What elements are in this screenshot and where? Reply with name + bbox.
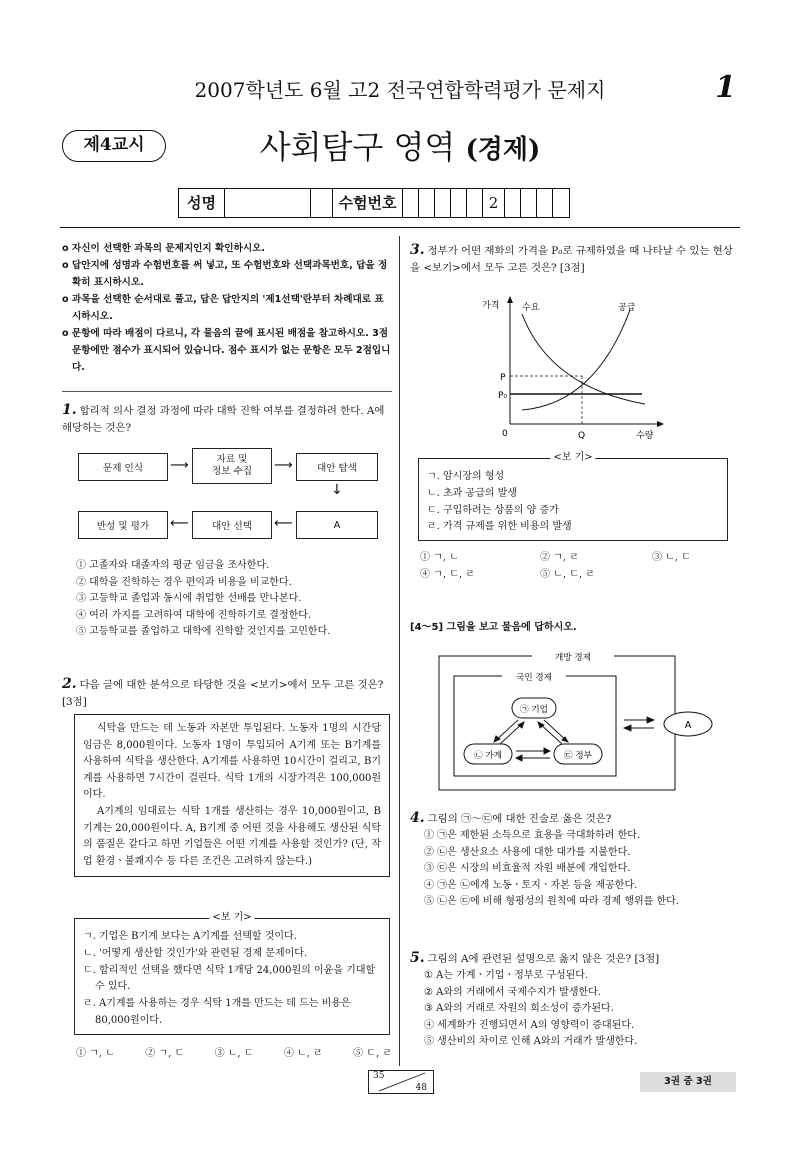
q5-number: 5. [410, 950, 425, 966]
q3-bogi-item: ㄹ. 가격 규제를 위한 비용의 발생 [427, 521, 572, 533]
q1-stem [62, 402, 392, 437]
q2-text: 다음 글에 대한 분석으로 타당한 것을 <보기>에서 모두 고른 것은? [3점] [62, 679, 384, 708]
q4-options [424, 828, 740, 911]
subject-sub: (경제) [465, 135, 541, 165]
q4-option[interactable]: ④ ㉠은 ㉡에게 노동ㆍ토지ㆍ자본 등을 제공한다. [424, 879, 638, 891]
q5-option[interactable]: ① A는 가계ㆍ기업ㆍ정부로 구성된다. [424, 970, 589, 981]
q2-choice[interactable]: ① ㄱ, ㄴ [76, 1048, 115, 1059]
page-number: 1 [715, 70, 736, 105]
header-rule [60, 227, 740, 228]
arrow-down-icon: ↓ [331, 482, 343, 498]
flow-box-review: 반성 및 평가 [78, 511, 168, 539]
q2-passage-p1: 식탁을 만드는 데 노동과 자본만 투입된다. 노동자 1명의 시간당 임금은 8,000원이다. 노동자 1명이 투입되어 A기계 또는 B기계를 사용하여 식탁을 생산한다. A기계를 사용하면 10시간이 걸리고, B기계를 사용하면 7시간이 걸린다. 식탁 1개의 시장가격은 100,000원이다. [83, 723, 381, 801]
q4-option[interactable]: ② ㉡은 생산요소 사용에 대한 대가를 지불한다. [424, 846, 631, 858]
q1-options [76, 558, 396, 641]
q2-bogi-title: <보 기> [209, 911, 254, 925]
exam-no-cell[interactable] [553, 189, 569, 217]
exam-no-label: 수험번호 [333, 189, 403, 217]
q2-stem [62, 676, 392, 711]
exam-no-cell[interactable] [537, 189, 553, 217]
flow-box-data: 자료 및 정보 수집 [192, 448, 272, 484]
q3-bogi-item: ㄱ. 암시장의 형성 [427, 471, 505, 482]
q3-bogi-item: ㄴ. 초과 공급의 발생 [427, 487, 517, 499]
q3-bogi-item: ㄷ. 구입하려는 상품의 양 증가 [427, 504, 559, 516]
q4-text: 그림의 ㉠～㉢에 대한 진술로 옳은 것은? [427, 813, 612, 825]
household-label: ㉡ 가계 [474, 751, 502, 761]
notice-item: o 답안지에 성명과 수험번호를 써 넣고, 또 수험번호와 선택과목번호, 답을 정확히 표시하시오. [62, 260, 388, 288]
page-total: 48 [415, 1083, 427, 1093]
government-label: ㉢ 정부 [564, 751, 592, 761]
q2-bogi-box [74, 912, 390, 1035]
exam-no-cell[interactable] [467, 189, 483, 217]
exam-no-cell[interactable] [521, 189, 537, 217]
q2-passage-p2: A기계의 임대료는 식탁 1개를 생산하는 경우 10,000원이고, B기계는 20,000원이다. A, B기계 중 어떤 것을 사용해도 생산된 식탁의 품질은 같다고 하면 기업들은 어떤 기계를 사용할 것인가? (단, 작업 환경ㆍ불쾌지수 등 다른 조건은 고려하지 않는다.) [83, 805, 381, 867]
q5-text: 그림의 A에 관련된 설명으로 옳지 않은 것은? [3점] [427, 953, 660, 965]
exam-title: 2007학년도 6월 고2 전국연합학력평가 문제지 [194, 78, 606, 102]
q1-option[interactable]: ④ 여러 가지를 고려하여 대학에 진학하기로 결정한다. [76, 609, 312, 621]
subject-title [0, 122, 800, 168]
q1-text: 합리적 의사 결정 과정에 따라 대학 진학 여부를 결정하려 한다. A에 해당하는 것은? [62, 405, 385, 434]
arrow-left-icon: ⟵ [274, 516, 293, 531]
q3-supply-demand-graph [470, 292, 670, 444]
notice-separator [62, 391, 392, 392]
q2-bogi-item: ㄱ. 기업은 B기계 보다는 A기계를 선택할 것이다. [83, 931, 297, 942]
q1-option[interactable]: ① 고졸자와 대졸자의 평균 임금을 조사한다. [76, 560, 270, 571]
notice-item: o 과목을 선택한 순서대로 풀고, 답은 답안지의 '제1선택'란부터 차례대로 표시하시오. [62, 294, 384, 322]
q4-option[interactable]: ① ㉠은 제한된 소득으로 효용을 극대화하려 한다. [424, 830, 641, 841]
name-label: 성명 [179, 189, 225, 217]
exam-no-digit: 2 [483, 189, 505, 217]
q5-option[interactable]: ② A와의 거래에서 국제수지가 발생한다. [424, 986, 601, 998]
supply-curve [522, 310, 630, 410]
q5-option[interactable]: ⑤ 생산비의 차이로 인해 A와의 거래가 발생한다. [424, 1036, 638, 1047]
q5-stem [410, 950, 740, 968]
q4-option[interactable]: ⑤ ㉡은 ㉢에 비해 형평성의 원칙에 따라 경제 행위를 한다. [424, 896, 679, 907]
q1-option[interactable]: ⑤ 고등학교를 졸업하고 대학에 진학할 것인지를 고민한다. [76, 626, 331, 637]
graph-ylabel: 가격 [482, 301, 500, 311]
q3-choice[interactable]: ① ㄱ, ㄴ [420, 552, 459, 563]
p0-label: P₀ [498, 391, 508, 401]
firm-label: ㉠ 기업 [520, 705, 548, 715]
supply-label: 공급 [618, 303, 636, 313]
q2-choice[interactable]: ③ ㄴ, ㄷ [214, 1048, 254, 1059]
flow-box-problem: 문제 인식 [78, 453, 168, 481]
q4-option[interactable]: ③ ㉢은 시장의 비효율적 자원 배분에 개입한다. [424, 863, 631, 874]
exam-no-cell[interactable] [451, 189, 467, 217]
graph-xlabel: 수량 [636, 431, 654, 441]
exam-no-cell[interactable] [403, 189, 419, 217]
q1-option[interactable]: ③ 고등학교 졸업과 동시에 취업한 선배를 만나본다. [76, 593, 302, 604]
flow-box-choice: 대안 선택 [192, 511, 272, 539]
q3-choice[interactable]: ④ ㄱ, ㄷ, ㄹ [420, 569, 475, 580]
q4-number: 4. [410, 810, 425, 826]
q2-bogi-item: ㄹ. A기계를 사용하는 경우 식탁 1개를 만드는 데 드는 비용은 80,000원이다. [83, 998, 351, 1026]
demand-label: 수요 [522, 303, 540, 313]
exam-no-cell[interactable] [435, 189, 451, 217]
arrow-left-icon: ⟵ [170, 516, 189, 531]
q2-choice[interactable]: ⑤ ㄷ, ㄹ [353, 1048, 392, 1059]
q3-bogi-box [418, 452, 728, 541]
q2-choice[interactable]: ② ㄱ, ㄷ [145, 1048, 185, 1059]
page-current: 35 [373, 1071, 385, 1081]
q1-flowchart [78, 448, 388, 548]
page-counter [368, 1070, 434, 1094]
q2-choice[interactable]: ④ ㄴ, ㄹ [283, 1048, 323, 1059]
arrow-right-icon: ⟶ [170, 458, 189, 473]
x-axis-arrow [657, 421, 664, 427]
q2-bogi-item: ㄷ. 합리적인 선택을 했다면 식탁 1개당 24,000원의 이윤을 기대할 수 있다. [83, 964, 376, 993]
q2-bogi-item: ㄴ. '어떻게 생산할 것인가'와 관련된 경제 문제이다. [83, 947, 308, 959]
q5-options [424, 968, 740, 1051]
q2-choices [76, 1044, 392, 1059]
notices [62, 240, 392, 376]
q4-stem [410, 810, 740, 828]
column-divider [399, 236, 400, 1066]
flow-box-a: A [296, 511, 378, 539]
flow-box-alternatives: 대안 탐색 [296, 453, 378, 481]
demand-curve [522, 314, 645, 404]
q3-stem [410, 242, 740, 277]
q5-option[interactable]: ④ 세계화가 진행되면서 A의 영향력이 증대된다. [424, 1019, 635, 1031]
exam-no-cell[interactable] [419, 189, 435, 217]
foreign-a-label: A [684, 720, 692, 731]
id-box [178, 188, 570, 218]
name-field[interactable] [225, 189, 311, 217]
q3-choice[interactable]: ⑤ ㄴ, ㄷ, ㄹ [540, 569, 595, 580]
q3-bogi-title: <보 기> [550, 451, 595, 465]
national-economy-label: 국민 경제 [516, 673, 552, 683]
open-economy-label: 개방 경제 [555, 653, 591, 663]
exam-no-cell[interactable] [505, 189, 521, 217]
q3-choice[interactable]: ② ㄱ, ㄹ [540, 552, 579, 563]
q2-passage [74, 714, 390, 877]
notice-item: o 자신이 선택한 과목의 문제지인지 확인하시오. [62, 243, 266, 254]
origin-label: 0 [502, 429, 508, 439]
q2-number: 2. [62, 676, 77, 692]
period-badge: 제4교시 [62, 130, 166, 162]
arrow-right-icon: ⟶ [274, 458, 293, 473]
q-label: Q [578, 431, 586, 441]
volume-badge: 3권 중 3권 [640, 1072, 736, 1092]
p-label: P [500, 373, 506, 383]
q3-text: 정부가 어떤 재화의 가격을 P₀로 규제하였을 때 나타날 수 있는 현상을 <보기>에서 모두 고른 것은? [3점] [410, 245, 733, 274]
q45-economy-diagram [438, 648, 738, 792]
q1-option[interactable]: ② 대학을 진학하는 경우 편익과 비용을 비교한다. [76, 576, 292, 588]
q3-choice[interactable]: ③ ㄴ, ㄷ [652, 552, 691, 563]
notice-item: o 문항에 따라 배점이 다르니, 각 물음의 끝에 표시된 배점을 참고하시오. 3점 문항에만 점수가 표시되어 있습니다. 점수 표시가 없는 문항은 모두 2점입니다. [62, 328, 391, 373]
q5-option[interactable]: ③ A와의 거래로 자원의 희소성이 증가된다. [424, 1003, 614, 1014]
subject-name: 사회탐구 영역 [259, 128, 456, 166]
y-axis-arrow [507, 296, 513, 303]
q3-number: 3. [410, 242, 425, 258]
q45-intro: [4～5] 그림을 보고 물음에 답하시오. [410, 622, 577, 633]
q1-number: 1. [62, 402, 77, 418]
